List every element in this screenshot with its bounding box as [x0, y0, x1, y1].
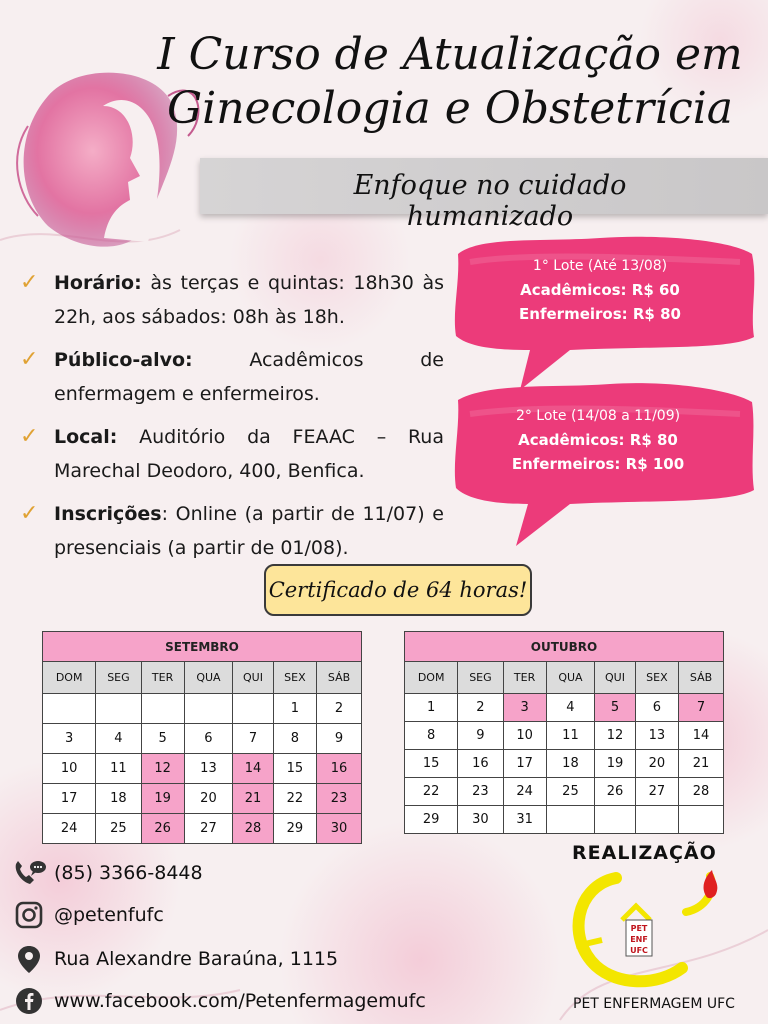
calendar-day: 26	[141, 814, 184, 844]
calendar-day: 28	[233, 814, 273, 844]
info-label: Horário:	[54, 272, 142, 294]
calendar-day: 10	[503, 722, 546, 750]
logo-letters-enf: ENF	[630, 935, 648, 944]
pricing-lote-1	[480, 254, 720, 326]
calendar-september	[42, 631, 362, 844]
certificate-badge: Certificado de 64 horas!	[264, 564, 532, 616]
organizer-name: PET ENFERMAGEM UFC	[573, 996, 735, 1012]
calendar-day: 6	[184, 724, 233, 754]
calendar-day: 4	[96, 724, 141, 754]
calendar-day: 24	[43, 814, 96, 844]
contact-facebook	[12, 986, 426, 1016]
price-academicos: Acadêmicos: R$ 60	[520, 281, 680, 299]
price-enfermeiros: Enfermeiros: R$ 100	[511, 455, 685, 473]
calendar-day: 13	[184, 754, 233, 784]
calendar-empty-cell	[184, 694, 233, 724]
calendar-day: 16	[317, 754, 362, 784]
calendar-empty-cell	[546, 806, 595, 834]
instagram-icon	[12, 900, 46, 930]
location-pin-icon	[12, 944, 46, 974]
calendar-day: 15	[405, 750, 458, 778]
calendar-day: 12	[141, 754, 184, 784]
info-label: Local:	[54, 426, 118, 448]
calendar-day: 27	[635, 778, 678, 806]
info-item-local	[20, 420, 444, 488]
weekday-header: QUI	[233, 662, 273, 694]
calendar-month-title: OUTUBRO	[405, 632, 724, 662]
calendar-day: 13	[635, 722, 678, 750]
calendar-day: 3	[503, 694, 546, 722]
info-label: Inscrições	[54, 503, 162, 525]
calendar-day: 15	[273, 754, 316, 784]
calendar-day: 9	[317, 724, 362, 754]
check-icon: ✓	[20, 347, 39, 372]
realizacao-label: REALIZAÇÃO	[572, 842, 717, 864]
weekday-header: TER	[141, 662, 184, 694]
course-title: I Curso de Atualização em Ginecologia e Obstetrícia	[157, 29, 743, 134]
calendar-day: 2	[317, 694, 362, 724]
calendar-month-title: SETEMBRO	[43, 632, 362, 662]
calendar-day: 30	[458, 806, 503, 834]
calendar-day: 18	[96, 784, 141, 814]
facebook-url[interactable]: www.facebook.com/Petenfermagemufc	[54, 990, 426, 1012]
calendar-day: 16	[458, 750, 503, 778]
weekday-header: SÁB	[679, 662, 724, 694]
calendar-day: 27	[184, 814, 233, 844]
calendar-day: 14	[679, 722, 724, 750]
lote-title: 2° Lote (14/08 a 11/09)	[515, 408, 681, 424]
price-enfermeiros: Enfermeiros: R$ 80	[519, 305, 681, 323]
calendar-day: 14	[233, 754, 273, 784]
weekday-header: SEX	[635, 662, 678, 694]
weekday-header: QUI	[595, 662, 635, 694]
weekday-header: DOM	[405, 662, 458, 694]
course-subtitle: Enfoque no cuidado humanizado	[353, 170, 627, 232]
weekday-header: TER	[503, 662, 546, 694]
calendar-day: 11	[96, 754, 141, 784]
calendar-day: 20	[635, 750, 678, 778]
weekday-header: QUA	[184, 662, 233, 694]
calendar-day: 22	[405, 778, 458, 806]
info-text: Auditório da FEAAC – Rua Marechal Deodoro, 400, Benfica.	[54, 426, 444, 482]
calendar-day: 25	[96, 814, 141, 844]
info-text: Acadêmicos de enfermagem e enfermeiros.	[54, 349, 444, 405]
calendar-day: 30	[317, 814, 362, 844]
calendar-day: 26	[595, 778, 635, 806]
info-label: Público-alvo:	[54, 349, 193, 371]
calendar-empty-cell	[96, 694, 141, 724]
phone-number: (85) 3366-8448	[54, 862, 203, 884]
calendar-day: 7	[233, 724, 273, 754]
instagram-handle[interactable]: @petenfufc	[54, 904, 164, 926]
calendar-day: 20	[184, 784, 233, 814]
calendar-day: 17	[43, 784, 96, 814]
check-icon: ✓	[20, 424, 39, 449]
calendar-day: 6	[635, 694, 678, 722]
check-icon: ✓	[20, 270, 39, 295]
contact-address	[12, 944, 338, 974]
calendar-day: 23	[317, 784, 362, 814]
phone-chat-icon	[12, 858, 46, 888]
course-info-list	[20, 266, 444, 574]
logo-letters-pet: PET	[630, 924, 648, 933]
calendar-day: 19	[141, 784, 184, 814]
weekday-header: QUA	[546, 662, 595, 694]
calendar-day: 28	[679, 778, 724, 806]
pricing-lote-2	[478, 404, 718, 476]
calendar-day: 19	[595, 750, 635, 778]
info-text: às terças e quintas: 18h30 às 22h, aos sábados: 08h às 18h.	[54, 272, 444, 328]
weekday-header: SEX	[273, 662, 316, 694]
calendar-day: 29	[405, 806, 458, 834]
contact-phone	[12, 858, 203, 888]
calendar-day: 21	[679, 750, 724, 778]
weekday-header: SÁB	[317, 662, 362, 694]
info-item-publico-alvo	[20, 343, 444, 411]
weekday-header: SEG	[96, 662, 141, 694]
calendar-empty-cell	[595, 806, 635, 834]
contact-instagram	[12, 900, 164, 930]
calendar-day: 7	[679, 694, 724, 722]
calendar-day: 18	[546, 750, 595, 778]
calendar-day: 21	[233, 784, 273, 814]
calendar-day: 1	[273, 694, 316, 724]
calendar-day: 11	[546, 722, 595, 750]
calendar-day: 5	[141, 724, 184, 754]
calendar-empty-cell	[635, 806, 678, 834]
facebook-icon	[12, 986, 46, 1016]
weekday-header: DOM	[43, 662, 96, 694]
info-item-inscricoes	[20, 497, 444, 565]
calendar-day: 5	[595, 694, 635, 722]
calendar-day: 12	[595, 722, 635, 750]
calendar-day: 17	[503, 750, 546, 778]
weekday-header: SEG	[458, 662, 503, 694]
calendar-day: 10	[43, 754, 96, 784]
calendar-day: 24	[503, 778, 546, 806]
check-icon: ✓	[20, 501, 39, 526]
calendar-day: 8	[405, 722, 458, 750]
calendar-day: 25	[546, 778, 595, 806]
calendar-day: 31	[503, 806, 546, 834]
logo-letters-ufc: UFC	[630, 946, 648, 955]
info-item-horario	[20, 266, 444, 334]
calendar-day: 4	[546, 694, 595, 722]
price-academicos: Acadêmicos: R$ 80	[518, 431, 678, 449]
calendar-day: 1	[405, 694, 458, 722]
lote-title: 1° Lote (Até 13/08)	[532, 258, 668, 274]
address-text: Rua Alexandre Baraúna, 1115	[54, 948, 339, 970]
calendar-day: 3	[43, 724, 96, 754]
calendar-empty-cell	[233, 694, 273, 724]
calendar-day: 8	[273, 724, 316, 754]
calendar-empty-cell	[43, 694, 96, 724]
calendar-day: 9	[458, 722, 503, 750]
calendar-empty-cell	[679, 806, 724, 834]
pet-enfermagem-logo	[566, 868, 726, 992]
calendar-day: 23	[458, 778, 503, 806]
calendar-day: 29	[273, 814, 316, 844]
calendar-day: 2	[458, 694, 503, 722]
calendar-day: 22	[273, 784, 316, 814]
calendar-empty-cell	[141, 694, 184, 724]
calendar-october	[404, 631, 724, 834]
info-text: : Online (a partir de 11/07) e presenciais (a partir de 01/08).	[54, 503, 444, 559]
